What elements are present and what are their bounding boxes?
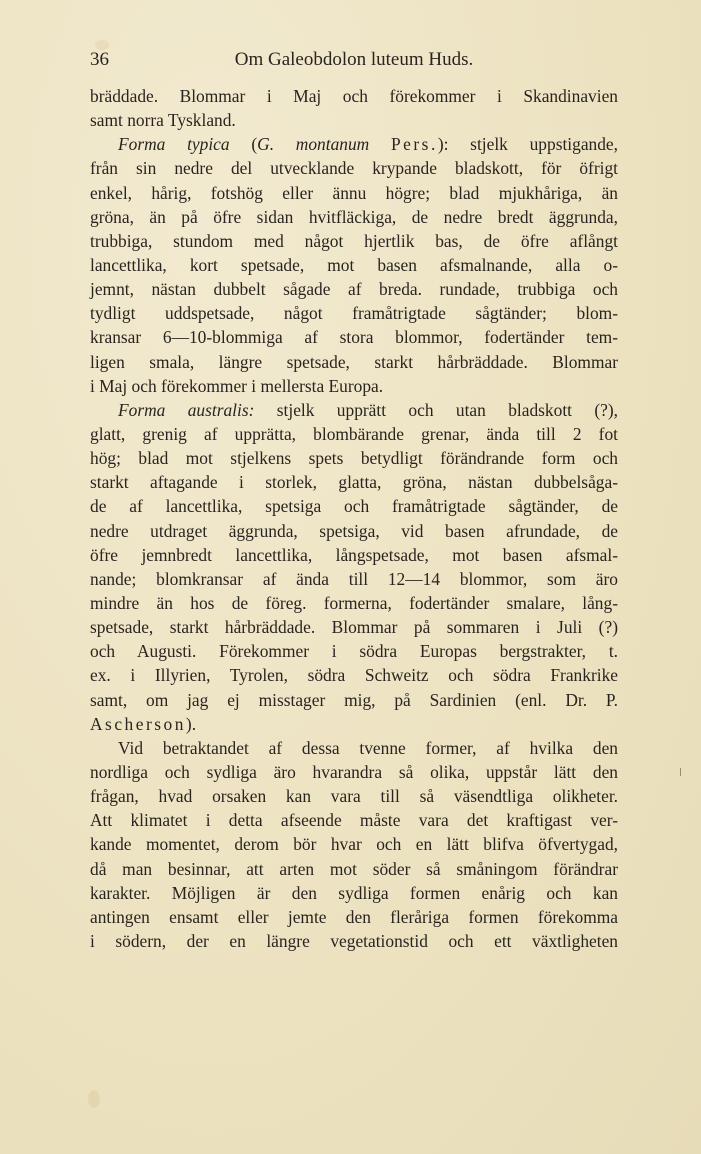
- line-text: de af lancettlika, spetsiga och framåtrigtade sågtänder, de: [90, 496, 618, 517]
- line-text: i Maj och förekommer i mellersta Europa.: [90, 375, 384, 396]
- line-text: ligen smala, längre spetsade, starkt hårbräddade. Blommar: [90, 351, 618, 372]
- text-line: [90, 325, 618, 349]
- line-text: nedre utdraget äggrunda, spetsiga, vid basen afrundade, de: [90, 520, 618, 541]
- text-line: [90, 857, 618, 881]
- text-line: [90, 132, 618, 156]
- text-line: [90, 832, 618, 856]
- author-name: Pers.: [391, 134, 438, 155]
- line-text: nordliga och sydliga äro hvarandra så olika, uppstår lätt den: [90, 761, 618, 782]
- line-text: från sin nedre del utvecklande krypande bladskott, för öfrigt: [90, 158, 618, 179]
- text-line: [90, 470, 618, 494]
- text-line: [90, 543, 618, 567]
- line-text: tydligt uddspetsade, något framåtrigtade sågtänder; blom-: [90, 303, 618, 324]
- line-text: spetsade, starkt hårbräddade. Blommar på sommaren i Juli (?): [90, 617, 618, 638]
- line-text: glatt, grenig af upprätta, blombärande grenar, ända till 2 fot: [90, 423, 618, 444]
- line-text: mindre än hos de föreg. formerna, fodertänder smalare, lång-: [90, 592, 618, 613]
- text-line: [90, 374, 618, 398]
- line-text: antingen ensamt eller jemte den fleråriga formen förekomma: [90, 906, 618, 927]
- line-text: då man besinnar, att arten mot söder så småningom förändrar: [90, 858, 618, 879]
- line-text: lancettlika, kort spetsade, mot basen afsmalnande, alla o-: [90, 254, 618, 275]
- line-text: ).: [185, 713, 197, 734]
- line-text: bräddade. Blommar i Maj och förekommer i Skandinavien: [90, 86, 618, 106]
- page-header: [90, 48, 618, 72]
- body-text: [90, 84, 618, 953]
- text-line: [90, 446, 618, 470]
- text-line: [90, 712, 618, 736]
- line-text: (: [229, 134, 258, 155]
- text-line: [90, 229, 618, 253]
- line-text: starkt aftagande i storlek, glatta, gröna, nästan dubbelsåga-: [90, 472, 618, 493]
- text-line: [90, 84, 618, 108]
- text-line: [90, 253, 618, 277]
- line-text: kransar 6—10-blommiga af stora blommor, fodertänder tem-: [90, 327, 618, 348]
- line-text: frågan, hvad orsaken kan vara till så väsendtliga olikheter.: [90, 786, 618, 807]
- line-text: gröna, än på öfre sidan hvitfläckiga, de nedre bredt äggrunda,: [90, 206, 618, 227]
- text-line: [90, 567, 618, 591]
- line-text: trubbiga, stundom med något hjertlik bas, de öfre aflångt: [90, 230, 618, 251]
- line-text: [369, 134, 391, 154]
- text-line: [90, 905, 618, 929]
- text-line: [90, 422, 618, 446]
- line-text: Vid betraktandet af dessa tvenne former, af hvilka den: [118, 737, 618, 758]
- text-line: [90, 663, 618, 687]
- text-line: [90, 494, 618, 518]
- line-text: stjelk upprätt och utan bladskott (?),: [254, 399, 618, 420]
- taxon-name: Forma australis:: [118, 399, 255, 420]
- text-line: [90, 591, 618, 615]
- text-line: [90, 688, 618, 712]
- text-line: [90, 156, 618, 180]
- taxon-name: Forma typica: [118, 134, 230, 155]
- taxon-synonym: G. montanum: [257, 134, 370, 155]
- paper-stain: [88, 1090, 100, 1108]
- text-line: [90, 108, 618, 132]
- text-line: [90, 784, 618, 808]
- line-text: samt, om jag ej misstager mig, på Sardinien (enl. Dr. P.: [90, 689, 618, 710]
- text-line: [90, 760, 618, 784]
- line-text: Att klimatet i detta afseende måste vara det kraftigast ver-: [90, 810, 618, 831]
- text-line: [90, 929, 618, 953]
- line-text: öfre jemnbredt lancettlika, långspetsade, mot basen afsmal-: [90, 544, 618, 565]
- line-text: hög; blad mot stjelkens spets betydligt förändrande form och: [90, 448, 618, 469]
- line-text: ex. i Illyrien, Tyrolen, södra Schweitz och södra Frankrike: [90, 665, 618, 686]
- margin-mark: [680, 768, 681, 776]
- text-line: [90, 398, 618, 422]
- author-name: Ascherson: [90, 713, 186, 734]
- text-line: [90, 205, 618, 229]
- text-line: [90, 181, 618, 205]
- text-line: [90, 519, 618, 543]
- running-title: Om Galeobdolon luteum Huds.: [234, 49, 474, 70]
- text-line: [90, 881, 618, 905]
- line-text: i södern, der en längre vegetationstid och ett växtligheten: [90, 930, 618, 951]
- page-number: 36: [90, 49, 109, 70]
- text-line: [90, 736, 618, 760]
- text-line: [90, 639, 618, 663]
- text-line: [90, 350, 618, 374]
- text-line: [90, 277, 618, 301]
- text-line: [90, 808, 618, 832]
- line-text: jemnt, nästan dubbelt sågade af breda. rundade, trubbiga och: [90, 279, 618, 300]
- line-text: samt norra Tyskland.: [90, 110, 236, 131]
- line-text: och Augusti. Förekommer i södra Europas bergstrakter, t.: [90, 641, 618, 662]
- text-line: [90, 301, 618, 325]
- line-text: enkel, hårig, fotshög eller ännu högre; blad mjukhåriga, än: [90, 182, 618, 203]
- line-text: kande momentet, derom bör hvar och en lätt blifva öfvertygad,: [90, 834, 618, 855]
- text-line: [90, 615, 618, 639]
- line-text: karakter. Möjligen är den sydliga formen enårig och kan: [90, 882, 618, 903]
- line-text: ): stjelk uppstigande,: [437, 134, 619, 155]
- line-text: nande; blomkransar af ända till 12—14 blommor, som äro: [90, 568, 618, 589]
